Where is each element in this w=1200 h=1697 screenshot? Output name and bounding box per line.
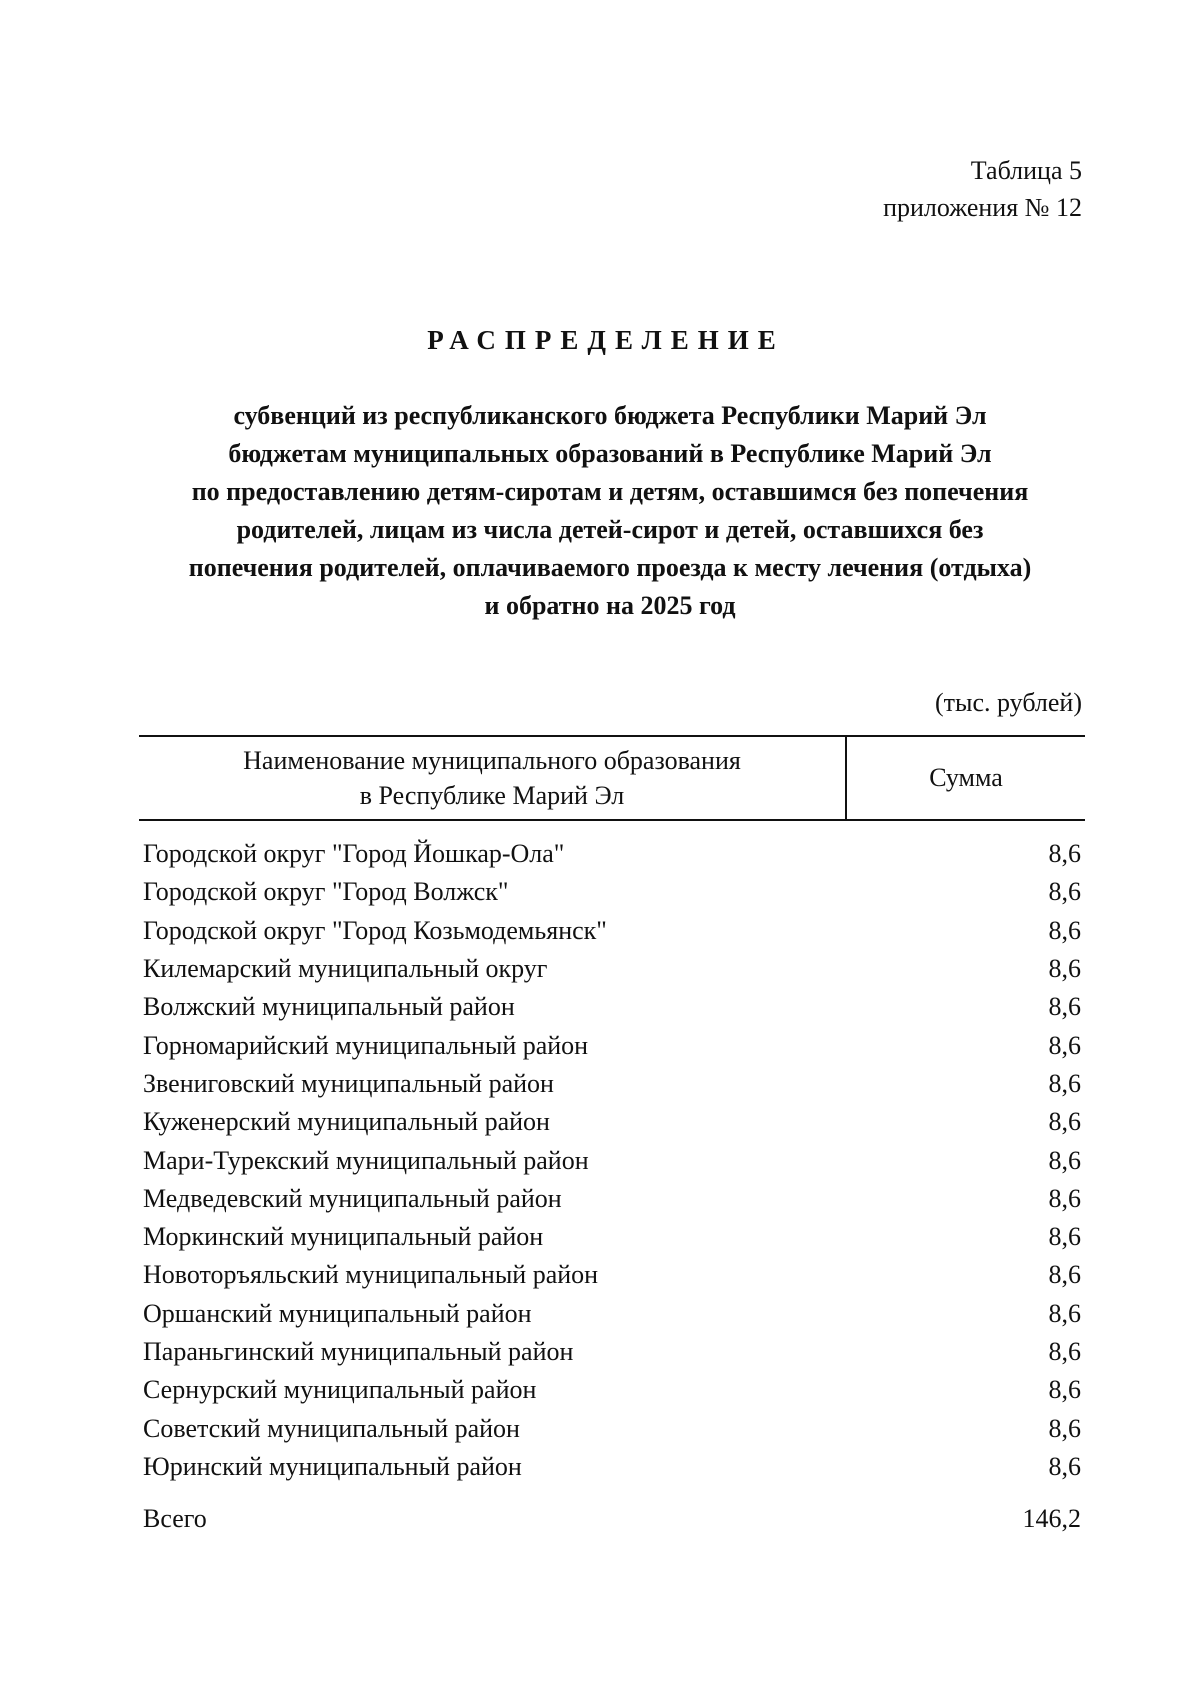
row-name: Городской округ "Город Козьмодемьянск" [143,915,607,945]
row-name: Волжский муниципальный район [143,992,515,1022]
row-name: Сернурский муниципальный район [143,1375,537,1405]
table-row [143,835,1081,873]
row-name: Новоторъяльский муниципальный район [143,1260,599,1290]
row-name: Звениговский муниципальный район [143,1068,554,1098]
row-name: Моркинский муниципальный район [143,1222,544,1252]
row-sum: 8,6 [1048,1337,1081,1366]
row-sum: 8,6 [1048,1030,1081,1060]
subtitle-line: и обратно на 2025 год [484,591,736,620]
subtitle-line: субвенций из республиканского бюджета Республики Марий Эл [233,401,987,430]
table-row [143,950,1081,988]
subtitle-line: по предоставлению детям-сиротам и детям, оставшимся без попечения [191,477,1029,506]
table-header [139,735,1085,821]
column-header-name-text: Наименование муниципального образования в Республике Марий Эл [243,746,741,810]
table-row [143,1333,1081,1371]
row-sum: 8,6 [1048,1183,1081,1213]
row-sum: 8,6 [1048,839,1081,869]
row-sum: 8,6 [1048,1068,1081,1098]
row-name: Мари-Турекский муниципальный район [143,1145,589,1175]
table-row [143,1256,1081,1294]
table-row [143,873,1081,911]
table-row [143,1065,1081,1103]
document-subtitle [130,397,1090,625]
row-name: Килемарский муниципальный округ [143,954,548,984]
row-sum: 8,6 [1048,1145,1081,1175]
row-sum: 8,6 [1048,915,1081,945]
table-row [143,1448,1081,1486]
row-sum: 8,6 [1048,992,1081,1022]
table-row [143,1218,1081,1256]
row-sum: 8,6 [1048,1413,1081,1443]
row-sum: 8,6 [1048,1222,1081,1252]
row-sum: 8,6 [1048,1375,1081,1405]
table-row [143,988,1081,1026]
total-label: Всего [143,1504,207,1533]
row-name: Медведевский муниципальный район [143,1183,562,1213]
table-row [143,1141,1081,1179]
total-row [143,1504,1081,1534]
table-reference [883,152,1082,226]
subtitle-line: попечения родителей, оплачиваемого проезда к месту лечения (отдыха) [188,553,1032,582]
units-label: (тыс. рублей) [934,688,1082,717]
row-sum: 8,6 [1048,1260,1081,1290]
subtitle-line: бюджетам муниципальных образований в Республике Марий Эл [228,439,992,468]
table-row [143,1026,1081,1064]
appendix-number: приложения № 12 [883,193,1082,222]
table-row [143,1180,1081,1218]
table-body [143,835,1081,1486]
row-name: Оршанский муниципальный район [143,1298,532,1328]
table-row [143,1103,1081,1141]
subtitle-line: родителей, лицам из числа детей-сирот и детей, оставшихся без [236,515,984,544]
document-title: РАСПРЕДЕЛЕНИЕ [427,325,785,355]
row-name: Горномарийский муниципальный район [143,1030,589,1060]
row-sum: 8,6 [1048,954,1081,984]
table-number: Таблица 5 [970,156,1082,185]
row-sum: 8,6 [1048,877,1081,907]
table-row [143,1295,1081,1333]
row-sum: 8,6 [1048,1451,1081,1481]
table-row [143,1409,1081,1447]
row-sum: 8,6 [1048,1298,1081,1328]
row-sum: 8,6 [1048,1107,1081,1137]
total-sum: 146,2 [1022,1504,1081,1533]
column-header-name [139,737,847,819]
row-name: Городской округ "Город Йошкар-Ола" [143,839,565,869]
row-name: Параньгинский муниципальный район [143,1337,574,1366]
table-row [143,1371,1081,1409]
row-name: Юринский муниципальный район [143,1451,522,1481]
table-row [143,912,1081,950]
row-name: Городской округ "Город Волжск" [143,877,509,907]
column-header-sum: Сумма [929,763,1003,792]
row-name: Советский муниципальный район [143,1413,520,1443]
row-name: Куженерский муниципальный район [143,1107,550,1137]
